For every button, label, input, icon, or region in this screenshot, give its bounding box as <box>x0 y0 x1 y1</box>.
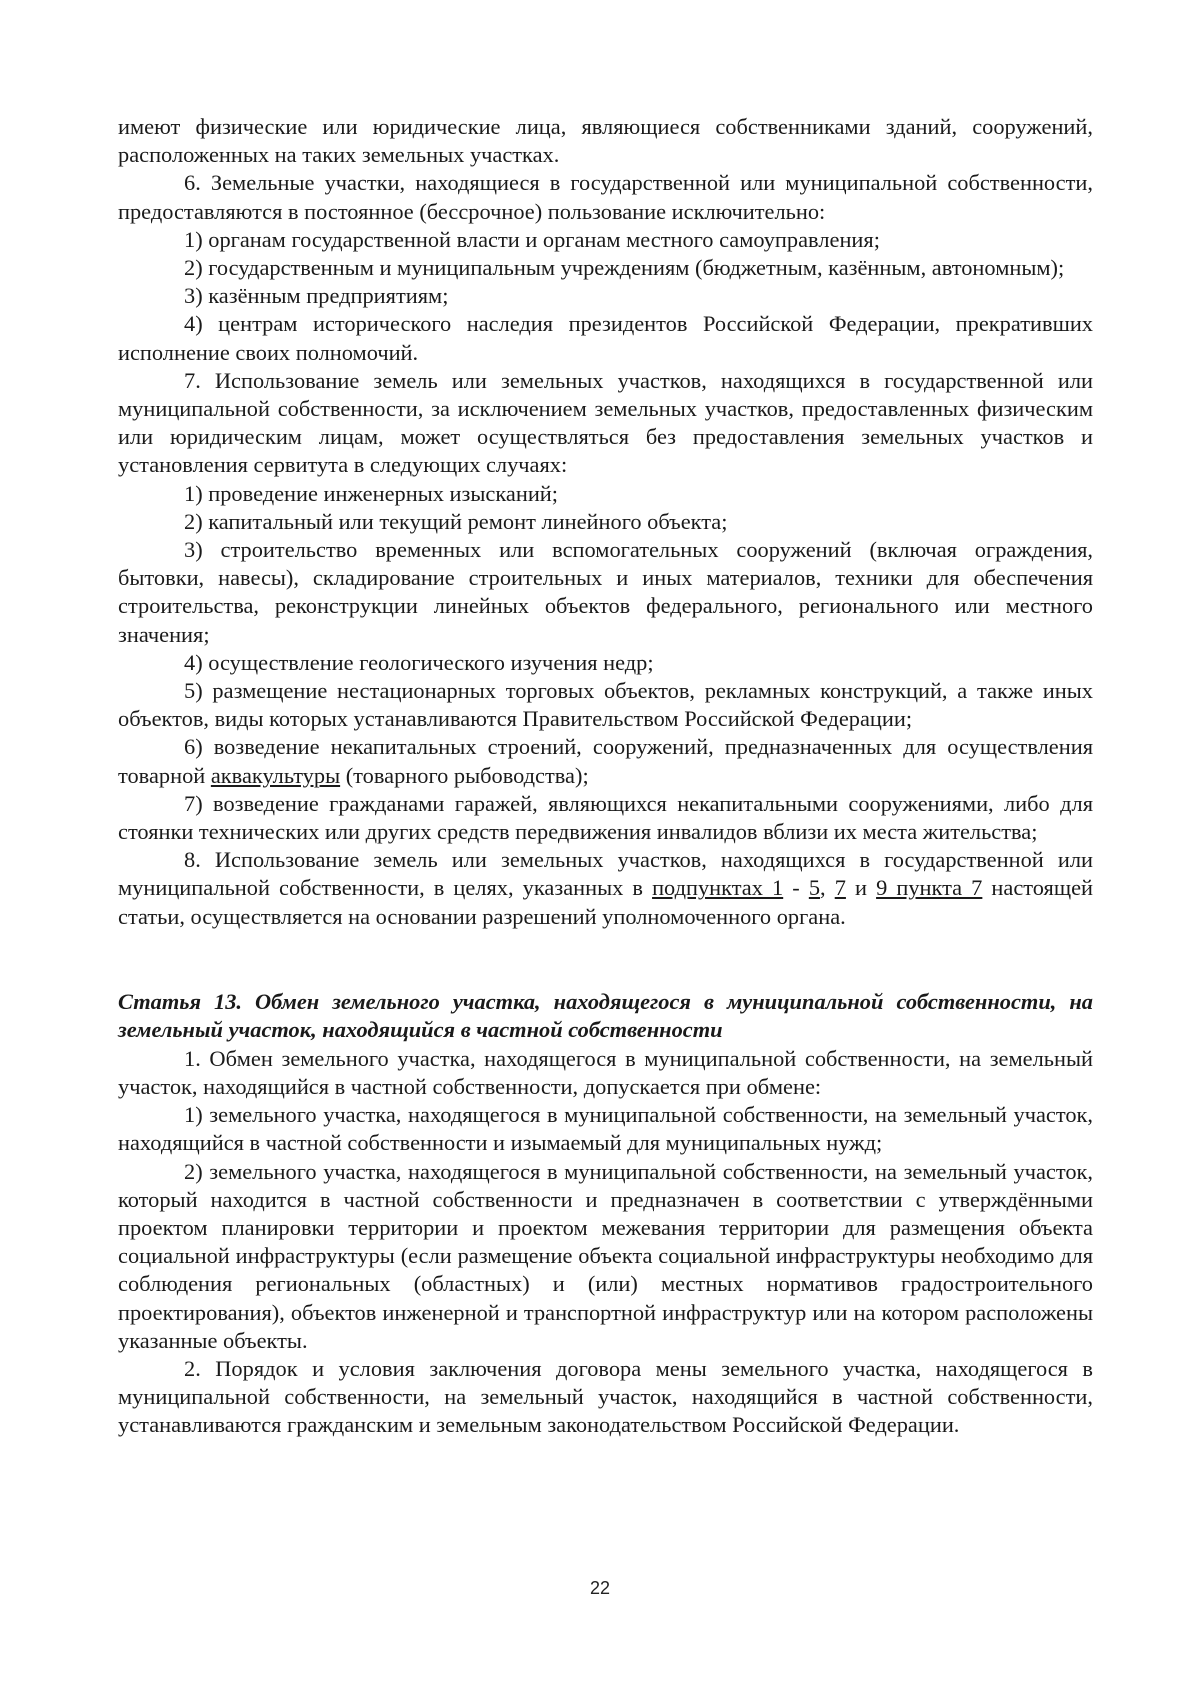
subpoint-link-5[interactable]: 5 <box>808 875 821 901</box>
article-13-item-1: 1) земельного участка, находящегося в муниципальной собственности, на земельный участок, находящийся в частной собственности и изымаемый для муниципальных нужд; <box>118 1102 1093 1156</box>
page-number: 22 <box>589 1578 611 1598</box>
paragraph-7: 7. Использование земель или земельных участков, находящихся в государственной или муниципальной собственности, за исключением земельных участков, предоставленных физическим или юридическим лицам, может осуществляться без предоставления земельных участков и установления сервитута в следующих случаях: <box>118 367 1093 478</box>
separator-dash: - <box>783 875 809 901</box>
paragraph-7-item-3: 3) строительство временных или вспомогательных сооружений (включая ограждения, бытовки, навесы), складирование строительных и иных материалов, техники для обеспечения строительства, реконструкции линейных объектов федерального, регионального или местного значения; <box>118 537 1093 647</box>
paragraph-7-item-1: 1) проведение инженерных изысканий; <box>184 480 559 506</box>
point-7-link-9[interactable]: 9 пункта 7 <box>876 875 983 901</box>
article-13-paragraph-1: 1. Обмен земельного участка, находящегося в муниципальной собственности, на земельный участок, находящийся в частной собственности, допускается при обмене: <box>118 1045 1093 1099</box>
subpoints-link-1[interactable]: подпунктах 1 <box>652 875 784 901</box>
item-6-text-before: 6) возведение некапитальных строений, сооружений, предназначенных для осуществления товарной <box>118 734 1093 788</box>
article-13-paragraph-2: 2. Порядок и условия заключения договора мены земельного участка, находящегося в муниципальной собственности, на земельный участок, находящийся в частной собственности, устанавливаются гражданским и земельным законодательством Российской Федерации. <box>118 1355 1093 1438</box>
page-body <box>118 113 1093 1440</box>
paragraph-8-text-before: 8. Использование земель или земельных участков, находящихся в государственной или муниципальной собственности, в целях, указанных в <box>118 847 1093 901</box>
paragraph-6-item-2: 2) государственным и муниципальным учреждениям (бюджетным, казённым, автономным); <box>184 255 1065 281</box>
paragraph-6-item-1: 1) органам государственной власти и органам местного самоуправления; <box>184 226 880 252</box>
paragraph-8-text-after: настоящей статьи, осуществляется на основании разрешений уполномоченного органа. <box>118 875 1094 929</box>
paragraph-7-item-7: 7) возведение гражданами гаражей, являющихся некапитальными сооружениями, либо для стоянки технических или других средств передвижения инвалидов вблизи их места жительства; <box>118 790 1093 845</box>
separator-and: и <box>845 875 877 901</box>
separator-comma: , <box>820 875 835 901</box>
item-6-text-after: (товарного рыбоводства); <box>340 762 589 788</box>
subpoint-link-7[interactable]: 7 <box>834 875 846 901</box>
paragraph-7-item-4: 4) осуществление геологического изучения недр; <box>184 649 654 675</box>
article-13-item-2: 2) земельного участка, находящегося в муниципальной собственности, на земельный участок, который находится в частной собственности и предназначен в соответствии с утверждёнными проектом планировки территории и проектом межевания территории для размещения объекта социальной инфраструктуры (если размещение объекта социальной инфраструктуры необходимо для соблюдения региональных (областных) и (или) местных нормативов градостроительного проектирования), объектов инженерной и транспортной инфраструктур или на котором расположены указанные объекты. <box>118 1158 1093 1353</box>
paragraph-7-item-2: 2) капитальный или текущий ремонт линейного объекта; <box>184 508 728 534</box>
article-13-title: Статья 13. Обмен земельного участка, находящегося в муниципальной собственности, на земельный участок, находящийся в частной собственности <box>118 988 1093 1043</box>
aquaculture-link[interactable]: аквакультуры <box>210 762 341 788</box>
paragraph-6-item-4: 4) центрам исторического наследия президентов Российской Федерации, прекративших исполнение своих полномочий. <box>118 311 1093 365</box>
paragraph-7-item-5: 5) размещение нестационарных торговых объектов, рекламных конструкций, а также иных объектов, виды которых устанавливаются Правительством Российской Федерации; <box>118 678 1093 732</box>
intro-paragraph: имеют физические или юридические лица, являющиеся собственниками зданий, сооружений, расположенных на таких земельных участках. <box>118 114 1093 168</box>
paragraph-6-item-3: 3) казённым предприятиям; <box>184 283 449 309</box>
paragraph-8 <box>118 846 1093 931</box>
paragraph-6: 6. Земельные участки, находящиеся в государственной или муниципальной собственности, предоставляются в постоянное (бессрочное) пользование исключительно: <box>118 170 1093 224</box>
paragraph-7-item-6 <box>118 733 1093 789</box>
